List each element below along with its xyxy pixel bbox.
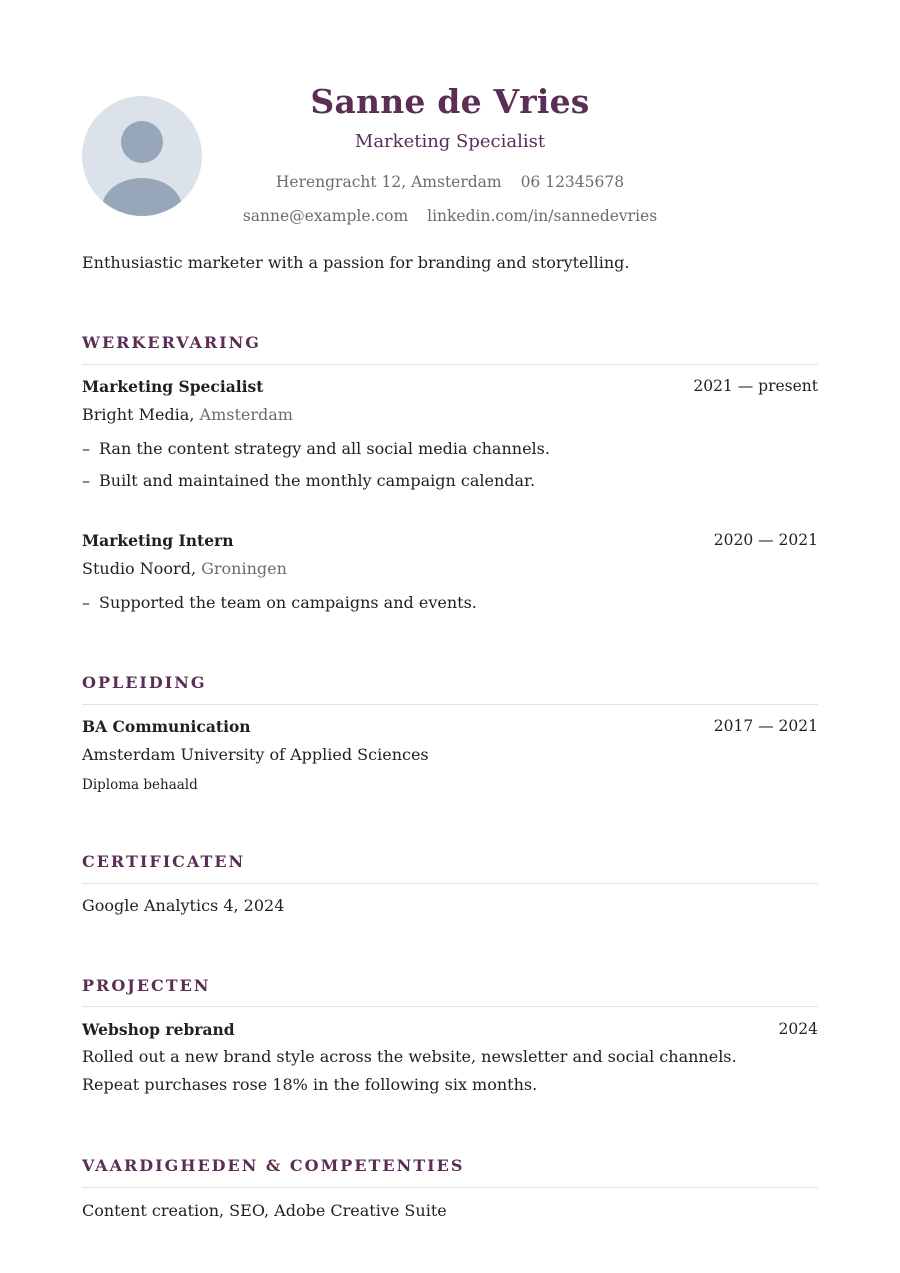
list-item: – Supported the team on campaigns and events. [82, 593, 477, 612]
email-link[interactable]: sanne@example.com [242, 207, 409, 225]
company-name: Studio Noord [82, 559, 191, 578]
certificate-item: Google Analytics 4, 2024 [82, 896, 285, 915]
project-description: Rolled out a new brand style across the website, newsletter and social channels. Repeat purchases rose 18% in the following six months. [82, 1047, 737, 1094]
linkedin-link[interactable]: linkedin.com/in/sannedevries [427, 207, 658, 225]
section-divider [82, 364, 818, 365]
contact-row-1 [0, 173, 900, 191]
education-note: Diploma behaald [82, 777, 198, 793]
job-title: Marketing Specialist [82, 377, 264, 396]
profile-summary: Enthusiastic marketer with a passion for branding and storytelling. [82, 253, 630, 272]
contact-row-2 [0, 207, 900, 225]
list-item: – Ran the content strategy and all social media channels. [82, 439, 550, 458]
address-text: Herengracht 12, Amsterdam [275, 173, 502, 191]
company-name: Bright Media [82, 405, 190, 424]
section-divider [82, 704, 818, 705]
list-item: – Built and maintained the monthly campaign calendar. [82, 471, 536, 490]
job-employer: Bright Media, Amsterdam [82, 405, 293, 424]
job-dates: 2021 — present [693, 377, 818, 395]
section-title-skills: VAARDIGHEDEN & COMPETENTIES [82, 1156, 465, 1175]
section-divider [82, 883, 818, 884]
project-name: Webshop rebrand [82, 1020, 235, 1039]
phone-text: 06 12345678 [520, 173, 625, 191]
section-title-certificates: CERTIFICATEN [82, 852, 246, 871]
section-title-experience: WERKERVARING [82, 333, 261, 352]
school-name: Amsterdam University of Applied Sciences [82, 745, 429, 764]
project-year: 2024 [778, 1020, 818, 1038]
job-employer: Studio Noord, Groningen [82, 559, 287, 578]
education-dates: 2017 — 2021 [713, 717, 818, 735]
skills-text: Content creation, SEO, Adobe Creative Suite [82, 1201, 447, 1220]
candidate-title: Marketing Specialist [354, 131, 546, 152]
degree-title: BA Communication [82, 717, 251, 736]
candidate-name: Sanne de Vries [310, 82, 590, 121]
section-divider [82, 1006, 818, 1007]
company-location: Amsterdam [199, 405, 293, 424]
section-divider [82, 1187, 818, 1188]
job-title: Marketing Intern [82, 531, 234, 550]
job-dates: 2020 — 2021 [713, 531, 818, 549]
company-location: Groningen [201, 559, 287, 578]
section-title-education: OPLEIDING [82, 673, 207, 692]
section-title-projects: PROJECTEN [82, 976, 211, 995]
